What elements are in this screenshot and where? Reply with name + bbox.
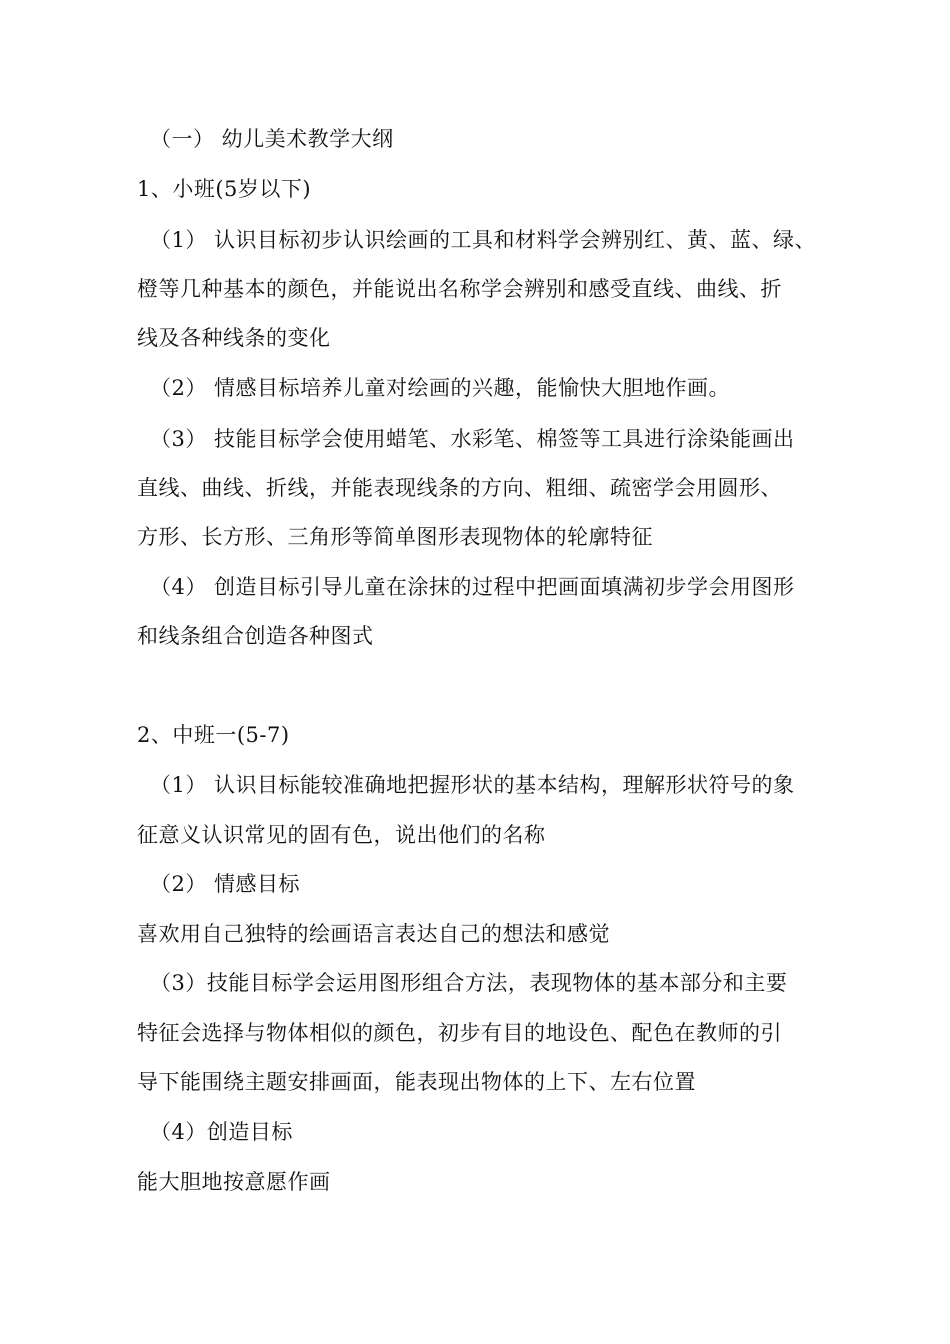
paragraph-line: 征意义认识常见的固有色，说出他们的名称 xyxy=(137,823,546,847)
item-text: 技能目标学会运用图形组合方法，表现物体的基本部分和主要 xyxy=(206,971,788,995)
item-number: （2） xyxy=(150,872,207,896)
middle-class-item-2 xyxy=(150,869,300,899)
section-title-middle-class: 2、中班一(5-7) xyxy=(137,723,290,747)
small-class-item-1-first-line xyxy=(150,225,816,255)
item-text: 情感目标 xyxy=(214,872,300,896)
item-number: （4） xyxy=(150,575,207,599)
middle-class-item-3-first-line xyxy=(150,968,787,998)
item-number: （2） xyxy=(150,376,207,400)
paragraph-line: 方形、长方形、三角形等简单图形表现物体的轮廓特征 xyxy=(137,525,653,549)
paragraph-line: 喜欢用自己独特的绘画语言表达自己的想法和感觉 xyxy=(137,922,610,946)
middle-class-item-1-first-line xyxy=(150,770,795,800)
item-number: （3） xyxy=(150,427,207,451)
paragraph-line: 特征会选择与物体相似的颜色，初步有目的地设色、配色在教师的引 xyxy=(137,1021,782,1045)
item-text: 创造目标引导儿童在涂抹的过程中把画面填满初步学会用图形 xyxy=(214,575,795,599)
item-text: 技能目标学会使用蜡笔、水彩笔、棉签等工具进行涂染能画出 xyxy=(214,427,795,451)
small-class-item-2 xyxy=(150,373,730,403)
paragraph-line: 直线、曲线、折线，并能表现线条的方向、粗细、疏密学会用圆形、 xyxy=(137,476,782,500)
small-class-item-3-first-line xyxy=(150,424,795,454)
middle-class-item-4 xyxy=(150,1117,293,1147)
section-title-small-class: 1、小班(5岁以下) xyxy=(137,177,312,201)
item-text: 认识目标初步认识绘画的工具和材料学会辨别红、黄、蓝、绿、 xyxy=(214,228,816,252)
item-text: 情感目标培养儿童对绘画的兴趣，能愉快大胆地作画。 xyxy=(214,376,730,400)
paragraph-line: 橙等几种基本的颜色，并能说出名称学会辨别和感受直线、曲线、折 xyxy=(137,277,782,301)
item-number: （1） xyxy=(150,773,207,797)
item-text: 认识目标能较准确地把握形状的基本结构，理解形状符号的象 xyxy=(214,773,795,797)
paragraph-line: 能大胆地按意愿作画 xyxy=(137,1170,331,1194)
item-number: （1） xyxy=(150,228,207,252)
item-text: 创造目标 xyxy=(206,1120,293,1144)
paragraph-line: 和线条组合创造各种图式 xyxy=(137,624,374,648)
paragraph-line: 线及各种线条的变化 xyxy=(137,326,331,350)
item-number: （3） xyxy=(150,971,207,995)
paragraph-line: 导下能围绕主题安排画面，能表现出物体的上下、左右位置 xyxy=(137,1070,696,1094)
document-heading: （一） 幼儿美术教学大纲 xyxy=(150,127,394,151)
small-class-item-4-first-line xyxy=(150,572,795,602)
item-number: （4） xyxy=(150,1120,207,1144)
